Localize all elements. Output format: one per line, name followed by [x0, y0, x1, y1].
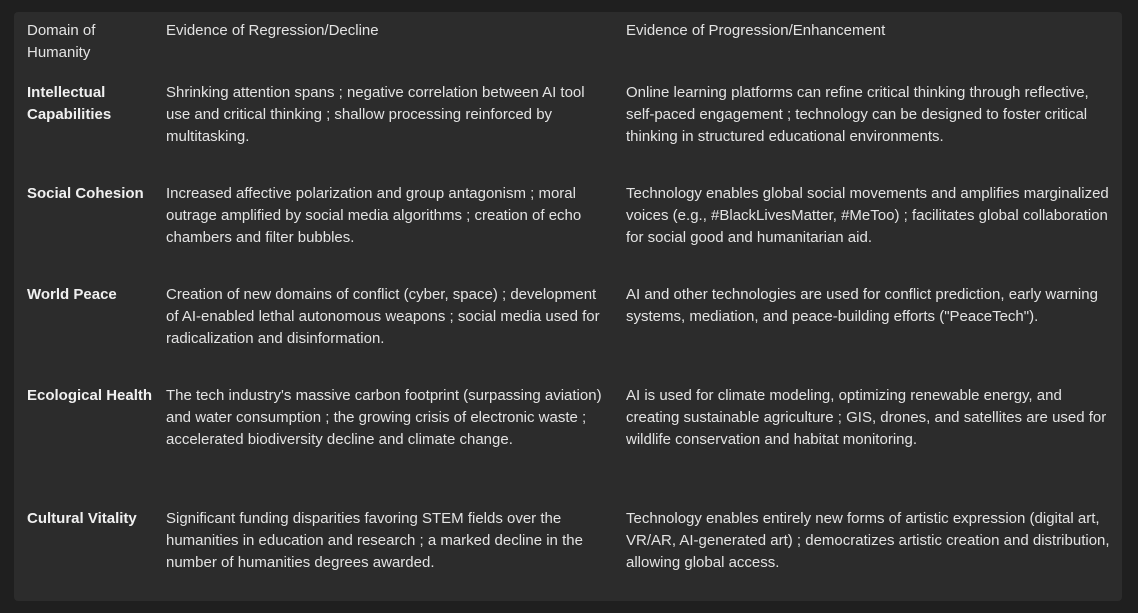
regression-cell: The tech industry's massive carbon footprint (surpassing aviation) and water consumption ; the growing crisis of electronic waste ; accelerated biodiversity decline and climate change. [166, 387, 602, 448]
domain-cell: Ecological Health [27, 387, 153, 404]
header-regression: Evidence of Regression/Decline [166, 22, 379, 39]
domain-cell: Cultural Vitality [27, 510, 137, 527]
progression-cell: AI and other technologies are used for conflict prediction, early warning systems, mediation, and peace-building efforts ("PeaceTech"). [626, 286, 1098, 325]
header-domain: Domain of Humanity [27, 22, 96, 61]
progression-cell: Online learning platforms can refine critical thinking through reflective, self-paced engagement ; technology can be designed to foster critical thinking in structured educational environments. [626, 84, 1089, 145]
table-row [14, 183, 1122, 284]
regression-cell: Significant funding disparities favoring STEM fields over the humanities in education and research ; a marked decline in the number of humanities degrees awarded. [166, 510, 583, 571]
domain-cell: World Peace [27, 286, 117, 303]
domain-cell: Intellectual Capabilities [27, 84, 112, 123]
header-progression: Evidence of Progression/Enhancement [626, 22, 886, 39]
regression-cell: Creation of new domains of conflict (cyber, space) ; development of AI-enabled lethal autonomous weapons ; social media used for radicalization and disinformation. [166, 286, 600, 347]
domain-cell: Social Cohesion [27, 185, 144, 202]
table-row [14, 82, 1122, 183]
table-row [14, 284, 1122, 385]
table-panel [14, 12, 1122, 601]
table-row [14, 508, 1122, 598]
progression-cell: AI is used for climate modeling, optimizing renewable energy, and creating sustainable agriculture ; GIS, drones, and satellites are used for wildlife conservation and habitat monitoring. [626, 387, 1107, 448]
table-row [14, 385, 1122, 508]
comparison-table [14, 12, 1122, 598]
table-header-row [14, 12, 1122, 82]
progression-cell: Technology enables entirely new forms of artistic expression (digital art, VR/AR, AI-generated art) ; democratizes artistic creation and distribution, allowing global access. [626, 510, 1110, 571]
progression-cell: Technology enables global social movements and amplifies marginalized voices (e.g., #BlackLivesMatter, #MeToo) ; facilitates global collaboration for social good and humanitarian aid. [626, 185, 1109, 246]
regression-cell: Increased affective polarization and group antagonism ; moral outrage amplified by social media algorithms ; creation of echo chambers and filter bubbles. [166, 185, 582, 246]
regression-cell: Shrinking attention spans ; negative correlation between AI tool use and critical thinking ; shallow processing reinforced by multitasking. [166, 84, 585, 145]
